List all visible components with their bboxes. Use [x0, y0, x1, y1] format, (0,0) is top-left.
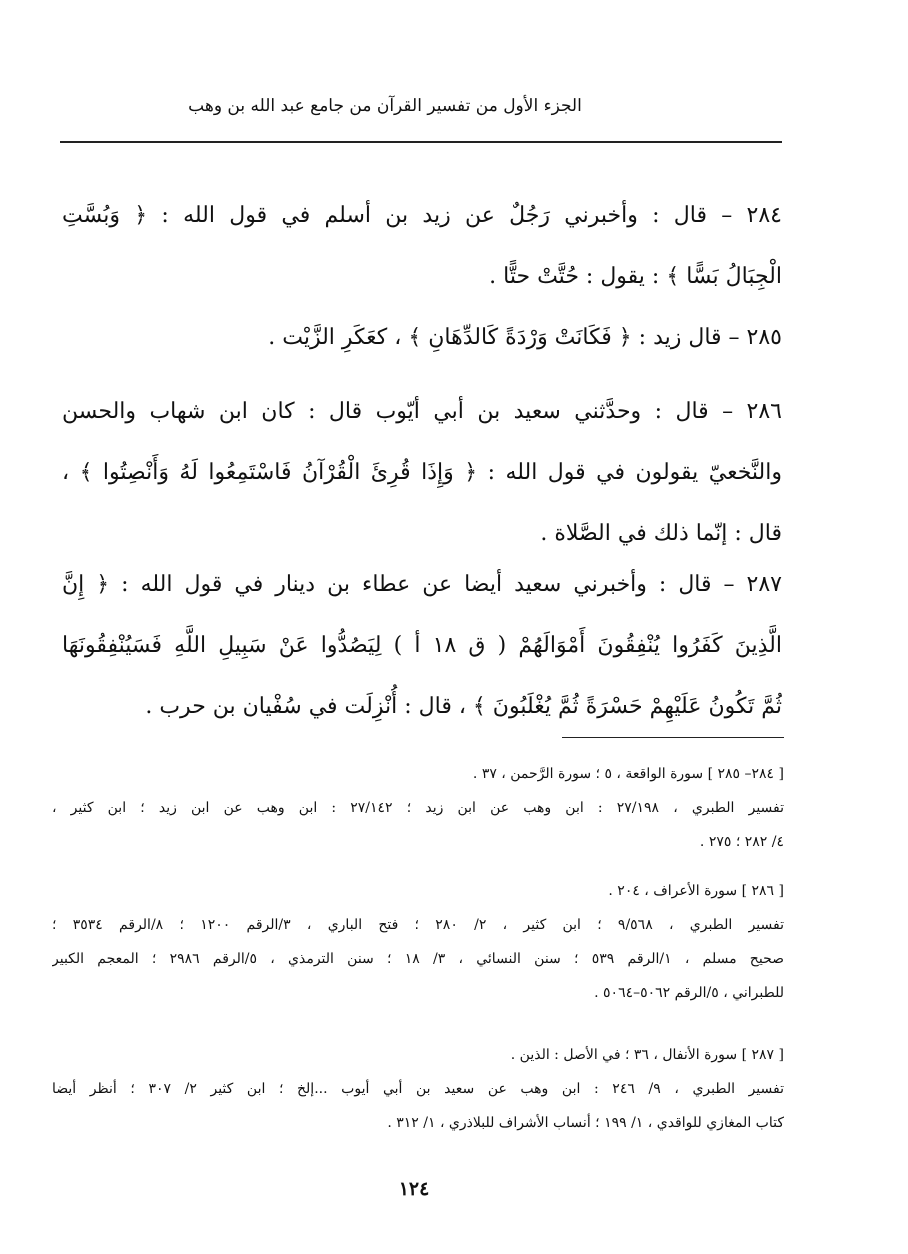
footnote-line: تفسير الطبري ، ٩/ ٢٤٦ : ابن وهب عن سعيد بن أبي أيوب ...إلخ ؛ ابن كثير ٢/ ٣٠٧ ؛ أنظر أيضا [52, 1081, 784, 1097]
paragraph-line: ٢٨٧ – قال : وأخبرني سعيد أيضا عن عطاء بن دينار في قول الله : ﴿ إِنَّ [62, 572, 782, 597]
footnote-line: [ ٢٨٦ ] سورة الأعراف ، ٢٠٤ . [608, 883, 784, 899]
footnote-line: كتاب المغازي للواقدي ، ١/ ١٩٩ ؛ أنساب الأشراف للبلاذري ، ١/ ٣١٢ . [387, 1115, 784, 1131]
paragraph-285 [62, 307, 782, 368]
running-header: الجزء الأول من تفسير القرآن من جامع عبد الله بن وهب [188, 96, 582, 116]
footnote-286 [52, 874, 784, 1010]
paragraph-line: قال : إنّما ذلك في الصَّلاة . [540, 521, 782, 546]
footnote-line: تفسير الطبري ، ٢٧/١٩٨ : ابن وهب عن ابن زيد ؛ ٢٧/١٤٢ : ابن وهب عن ابن زيد ؛ ابن كثير ، [52, 800, 784, 816]
header-rule [60, 141, 782, 143]
paragraph-line: الَّذِينَ كَفَرُوا يُنْفِقُونَ أَمْوَالَهُمْ ( ق ١٨ أ ) لِيَصُدُّوا عَنْ سَبِيلِ اللَّهِ فَسَيُنْفِقُونَهَا [62, 633, 782, 658]
footnote-284-285 [52, 757, 784, 859]
footnote-separator [562, 737, 784, 738]
paragraph-line: ٢٨٦ – قال : وحدَّثني سعيد بن أبي أيّوب قال : كان ابن شهاب والحسن [62, 399, 782, 424]
footnote-line: ٤/ ٢٨٢ ؛ ٢٧٥ . [699, 834, 784, 850]
footnote-line: [ ٢٨٤– ٢٨٥ ] سورة الواقعة ، ٥ ؛ سورة الرَّحمن ، ٣٧ . [472, 766, 784, 782]
paragraph-284 [62, 185, 782, 307]
paragraph-line: ٢٨٤ – قال : وأخبرني رَجُلٌ عن زيد بن أسلم في قول الله : ﴿ وَبُسَّتِ [62, 203, 782, 228]
footnote-line: صحيح مسلم ، ١/الرقم ٥٣٩ ؛ سنن النسائي ، ٣/ ١٨ ؛ سنن الترمذي ، ٥/الرقم ٢٩٨٦ ؛ المعجم الكبير [52, 951, 784, 967]
paragraph-287 [62, 554, 782, 737]
paragraph-line: الْجِبَالُ بَسًّا ﴾ : يقول : حُتَّتْ حتًّا . [489, 264, 782, 289]
page-number: ١٢٤ [398, 1178, 430, 1200]
paragraph-line: ٢٨٥ – قال زيد : ﴿ فَكَانَتْ وَرْدَةً كَالدِّهَانِ ﴾ ، كعَكَرِ الزَّيْت . [268, 325, 782, 350]
paragraph-286 [62, 381, 782, 564]
footnote-line: للطبراني ، ٥/الرقم ٥٠٦٢–٥٠٦٤ . [594, 985, 784, 1001]
paragraph-line: ثُمَّ تَكُونُ عَلَيْهِمْ حَسْرَةً ثُمَّ يُغْلَبُونَ ﴾ ، قال : أُنْزِلَت في سُفْيان بن حرب . [145, 694, 782, 719]
footnote-line: [ ٢٨٧ ] سورة الأنفال ، ٣٦ ؛ في الأصل : الذين . [510, 1047, 784, 1063]
paragraph-line: والنَّخعيّ يقولون في قول الله : ﴿ وَإِذَا قُرِئَ الْقُرْآنُ فَاسْتَمِعُوا لَهُ وَأَنْصِتُوا ﴾ ، [62, 460, 782, 485]
footnote-287 [52, 1038, 784, 1140]
footnote-line: تفسير الطبري ، ٩/٥٦٨ ؛ ابن كثير ، ٢/ ٢٨٠ ؛ فتح الباري ، ٣/الرقم ١٢٠٠ ؛ ٨/الرقم ٣٥٣٤ ؛ [52, 917, 784, 933]
